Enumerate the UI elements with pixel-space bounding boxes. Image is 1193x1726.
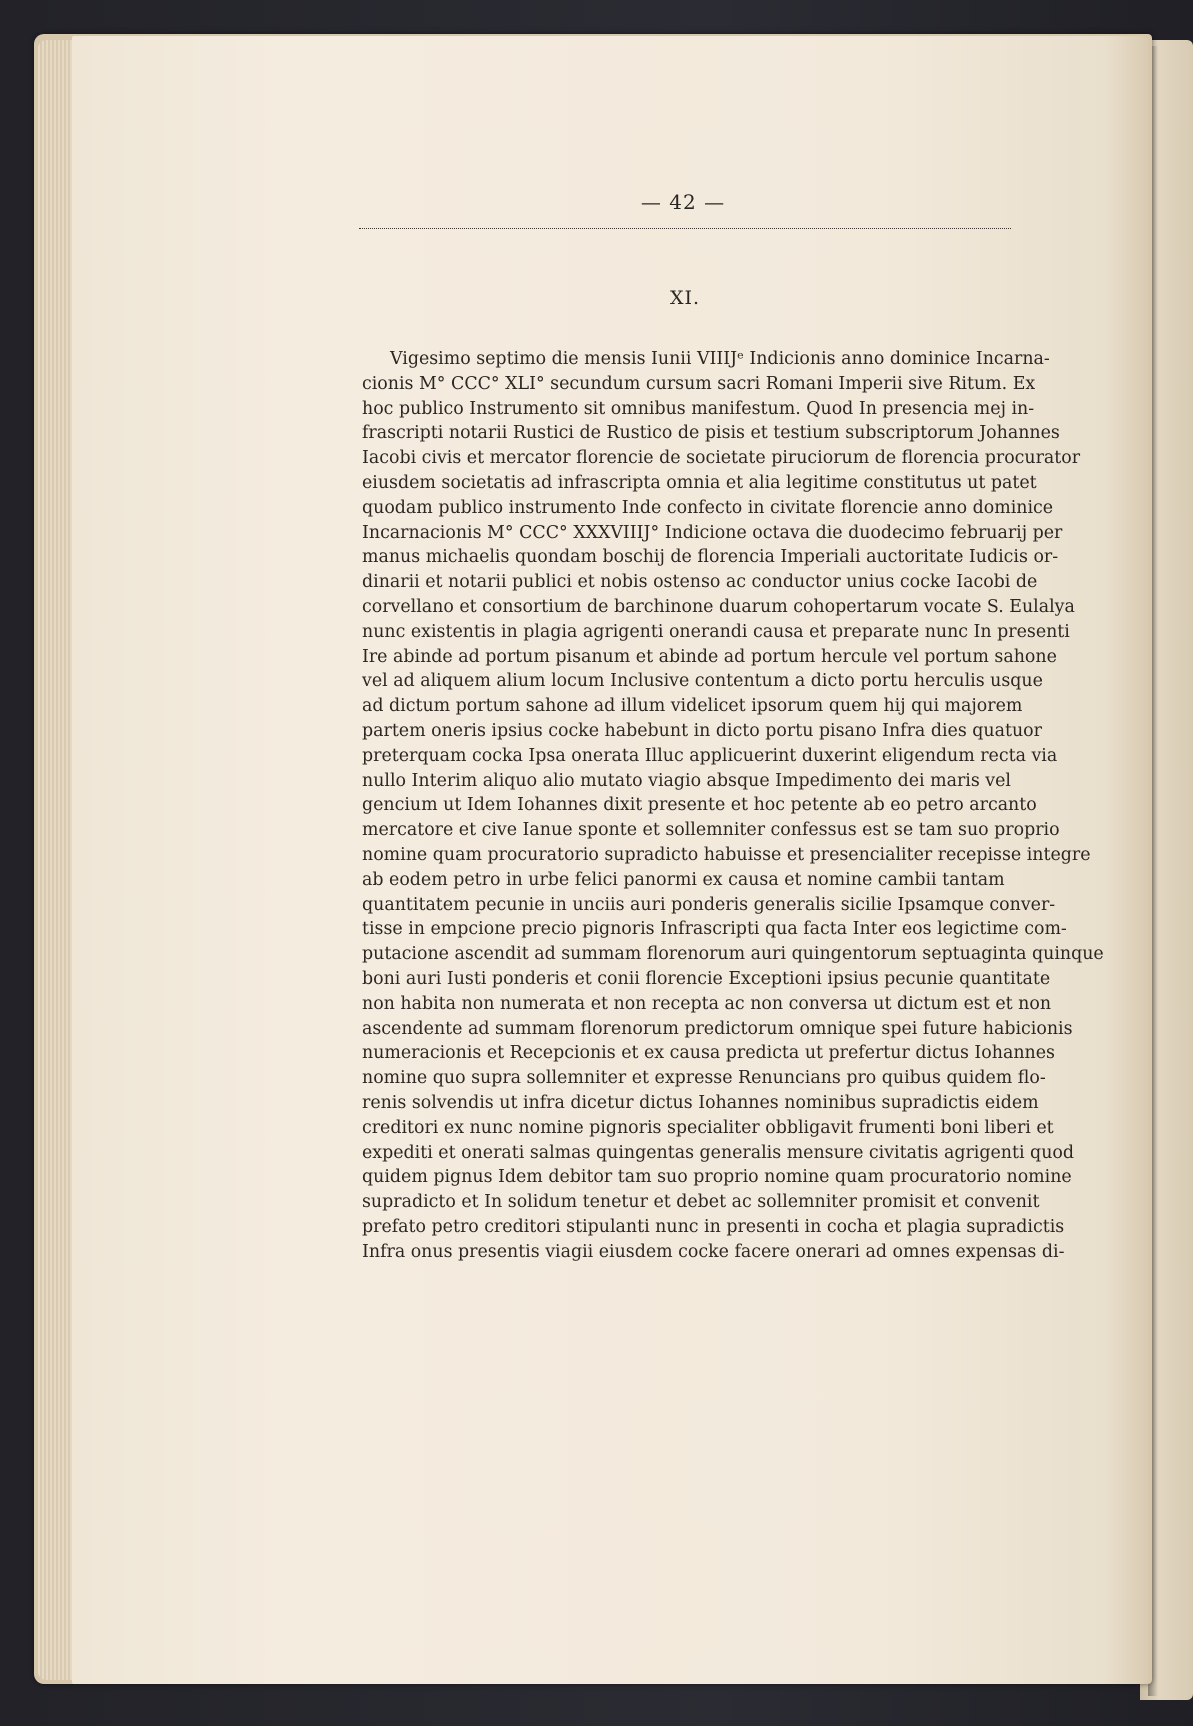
text-line: Infra onus presentis viagii eiusdem cocke facere onerari ad omnes expensas di- — [362, 1241, 1065, 1262]
text-line: Incarnacionis M° CCC° XXXVIIIJ° Indicione octava die duodecimo februarij per — [362, 522, 1063, 543]
text-line: vel ad aliquem alium locum Inclusive contentum a dicto portu herculis usque — [362, 671, 1043, 692]
text-line: creditori ex nunc nomine pignoris specialiter obbligavit frumenti boni liberi et — [362, 1117, 1054, 1138]
text-line: ad dictum portum sahone ad illum videlicet ipsorum quem hij qui majorem — [362, 696, 1023, 717]
text-line: eiusdem societatis ad infrascripta omnia et alia legitime constitutus ut patet — [362, 472, 1037, 493]
text-line: nomine quam procuratorio supradicto habuisse et presencialiter recepisse integre — [362, 844, 1091, 865]
text-line: nomine quo supra sollemniter et expresse Renuncians pro quibus quidem flo- — [362, 1068, 1046, 1089]
text-line: nunc existentis in plagia agrigenti onerandi causa et preparate nunc In presenti — [362, 621, 1070, 642]
text-line: putacione ascendit ad summam florenorum auri quingentorum septuaginta quinque — [362, 944, 1104, 965]
text-line: Ire abinde ad portum pisanum et abinde ad portum hercule vel portum sahone — [362, 646, 1057, 667]
text-line: nullo Interim aliquo alio mutato viagio absque Impedimento dei maris vel — [362, 770, 1011, 791]
text-line: partem oneris ipsius cocke habebunt in dicto portu pisano Infra dies quatuor — [362, 720, 1042, 741]
text-line: supradicto et In solidum tenetur et debet ac sollemniter promisit et convenit — [362, 1192, 1040, 1213]
text-line: renis solvendis ut infra dicetur dictus Iohannes nominibus supradictis eidem — [362, 1092, 1039, 1113]
text-line: mercatore et cive Ianue sponte et sollemniter confessus est se tam suo proprio — [362, 820, 1060, 841]
text-line: ascendente ad summam florenorum predictorum omnique spei future habicionis — [362, 1018, 1073, 1039]
text-line: frascripti notarii Rustici de Rustico de pisis et testium subscriptorum Johannes — [362, 423, 1060, 444]
text-line: boni auri Iusti ponderis et conii florencie Exceptioni ipsius pecunie quantitate — [362, 968, 1051, 989]
text-line: ab eodem petro in urbe felici panormi ex causa et nomine cambii tantam — [362, 869, 1005, 890]
text-line: tisse in empcione precio pignoris Infrascripti qua facta Inter eos legictime com- — [362, 919, 1067, 940]
header-dotted-rule — [359, 228, 1011, 229]
text-line: manus michaelis quondam boschij de florencia Imperiali auctoritate Iudicis or- — [362, 547, 1059, 568]
text-line: prefato petro creditori stipulanti nunc in presenti in cocha et plagia supradictis — [362, 1216, 1065, 1237]
text-line: gencium ut Idem Iohannes dixit presente et hoc petente ab eo petro arcanto — [362, 795, 1037, 816]
section-number: XI. — [669, 287, 701, 309]
text-line: expediti et onerati salmas quingentas generalis mensure civitatis agrigenti quod — [362, 1142, 1074, 1163]
text-line: numeracionis et Recepcionis et ex causa predicta ut prefertur dictus Iohannes — [362, 1043, 1055, 1064]
text-line: quidem pignus Idem debitor tam suo proprio nomine quam procuratorio nomine — [362, 1167, 1072, 1188]
text-line: quodam publico instrumento Inde confecto in civitate florencie anno dominice — [362, 497, 1054, 518]
text-line: Iacobi civis et mercator florencie de societate piruciorum de florencia procurator — [362, 448, 1081, 469]
text-line: corvellano et consortium de barchinone duarum cohopertarum vocate S. Eulalya — [362, 596, 1075, 617]
text-line: quantitatem pecunie in unciis auri ponderis generalis sicilie Ipsamque conver- — [362, 894, 1056, 915]
page-stack-edges — [38, 40, 74, 1680]
text-line: Vigesimo septimo die mensis Iunii VIIIJᵉ Indicionis anno dominice Incarna- — [390, 349, 1050, 369]
text-line: hoc publico Instrumento sit omnibus manifestum. Quod In presencia mej in- — [362, 398, 1035, 419]
text-line: cionis M° CCC° XLI° secundum cursum sacri Romani Imperii sive Ritum. Ex — [362, 373, 1036, 394]
text-line: preterquam cocka Ipsa onerata Illuc applicuerint duxerint eligendum recta via — [362, 745, 1058, 766]
document-body-text — [362, 347, 1104, 1264]
page-number-header: — 42 — — [640, 190, 726, 214]
text-line: non habita non numerata et non recepta ac non conversa ut dictum est et non — [362, 993, 1052, 1014]
text-line: dinarii et notarii publici et nobis ostenso ac conductor unius cocke Iacobi de — [362, 572, 1038, 593]
